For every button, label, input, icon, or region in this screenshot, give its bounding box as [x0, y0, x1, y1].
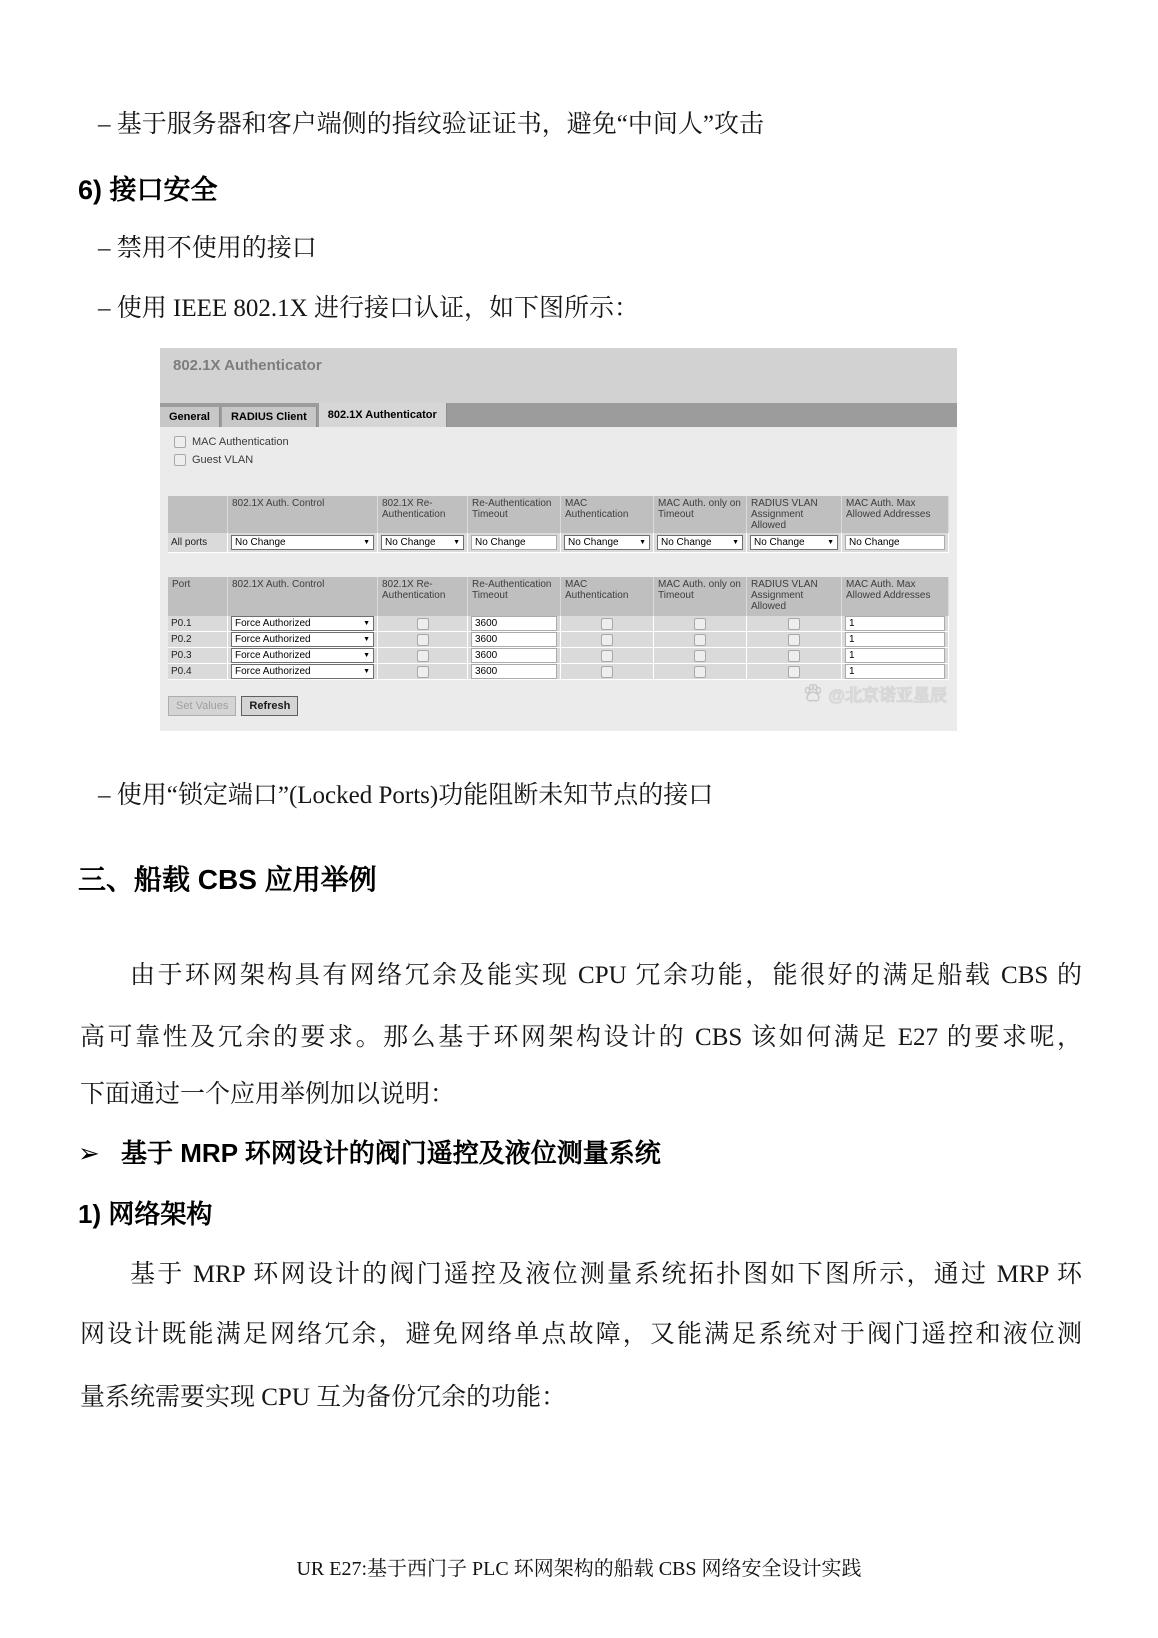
table-row: [168, 533, 949, 553]
radius-vlan-checkbox[interactable]: [788, 650, 800, 662]
timeout-input[interactable]: [471, 664, 557, 679]
global-table-header: [168, 496, 949, 533]
tab-general[interactable]: General: [160, 407, 220, 427]
guest-vlan-option: [174, 454, 253, 466]
max-addresses-input[interactable]: [845, 664, 945, 679]
chevron-down-icon: ▼: [732, 539, 739, 546]
re-auth-checkbox[interactable]: [417, 666, 429, 678]
screenshot-titlebar: [160, 348, 957, 403]
port-row-p01: [168, 616, 949, 632]
chevron-down-icon: ▼: [363, 620, 370, 627]
watermark: [802, 681, 947, 706]
select-value: Force Authorized: [235, 650, 311, 661]
col-header-mac-auth: MAC Authentication: [561, 496, 654, 533]
mac-auth-timeout-select[interactable]: [657, 535, 743, 550]
chevron-down-icon: ▼: [363, 539, 370, 546]
select-value: No Change: [568, 537, 619, 548]
heading-cbs-examples: 三、船载 CBS 应用举例: [78, 864, 377, 895]
set-values-button[interactable]: Set Values: [168, 696, 236, 716]
port-row-p04: [168, 664, 949, 680]
select-value: No Change: [661, 537, 712, 548]
radius-vlan-select[interactable]: [750, 535, 838, 550]
mac-auth-checkbox[interactable]: [601, 650, 613, 662]
arrow-bullet-icon: ➢: [78, 1138, 100, 1168]
port-label: P0.4: [168, 664, 228, 680]
re-auth-checkbox[interactable]: [417, 618, 429, 630]
heading-mrp-text: 基于 MRP 环网设计的阀门遥控及液位测量系统: [121, 1138, 661, 1168]
max-addresses-input[interactable]: [845, 632, 945, 647]
chevron-down-icon: ▼: [453, 539, 460, 546]
para-mrp-line2: 网设计既能满足网络冗余，避免网络单点故障，又能满足系统对于阀门遥控和液位测: [80, 1321, 1082, 1348]
auth-control-select[interactable]: [231, 535, 374, 550]
select-value: Force Authorized: [235, 634, 311, 645]
para-mrp-line3: 量系统需要实现 CPU 互为备份冗余的功能：: [80, 1384, 567, 1411]
para-cbs-line2: 高可靠性及冗余的要求。那么基于环网架构设计的 CBS 该如何满足 E27 的要求呢，: [80, 1024, 1082, 1051]
tab-8021x-authenticator[interactable]: 802.1X Authenticator: [319, 403, 447, 427]
port-label: P0.3: [168, 648, 228, 664]
re-auth-select[interactable]: [381, 535, 464, 550]
col-header-auth-control: 802.1X Auth. Control: [228, 577, 378, 616]
8021x-screenshot: [160, 348, 957, 731]
timeout-input[interactable]: [471, 616, 557, 631]
button-row: [168, 696, 298, 716]
mac-auth-checkbox[interactable]: [601, 618, 613, 630]
chevron-down-icon: ▼: [827, 539, 834, 546]
screenshot-title: 802.1X Authenticator: [173, 357, 322, 374]
timeout-input[interactable]: [471, 648, 557, 663]
col-header-re-auth: 802.1X Re-Authentication: [378, 577, 468, 616]
mac-auth-timeout-checkbox[interactable]: [694, 634, 706, 646]
all-ports-label: All ports: [168, 533, 228, 553]
bullet-locked-ports: – 使用“锁定端口”(Locked Ports)功能阻断未知节点的接口: [98, 782, 714, 809]
refresh-button[interactable]: Refresh: [241, 696, 298, 716]
select-value: No Change: [235, 537, 286, 548]
col-header-blank: [168, 496, 228, 533]
bullet-fingerprint-cert: – 基于服务器和客户端侧的指纹验证证书，避免“中间人”攻击: [98, 111, 764, 138]
select-value: Force Authorized: [235, 666, 311, 677]
col-header-mac-auth: MAC Authentication: [561, 577, 654, 616]
re-auth-checkbox[interactable]: [417, 650, 429, 662]
global-settings-table: [168, 496, 949, 553]
port-settings-table: [168, 577, 949, 680]
auth-control-select[interactable]: [231, 616, 374, 631]
timeout-input[interactable]: [471, 632, 557, 647]
re-auth-timeout-input[interactable]: [471, 535, 557, 550]
select-value: Force Authorized: [235, 618, 311, 629]
select-value: No Change: [754, 537, 805, 548]
radius-vlan-checkbox[interactable]: [788, 634, 800, 646]
guest-vlan-label: Guest VLAN: [192, 454, 254, 466]
port-label: P0.2: [168, 632, 228, 648]
col-header-re-auth: 802.1X Re-Authentication: [378, 496, 468, 533]
col-header-re-auth-timeout: Re-Authentication Timeout: [468, 496, 561, 533]
page-footer: UR E27:基于西门子 PLC 环网架构的船载 CBS 网络安全设计实践: [296, 1558, 862, 1580]
port-row-p03: [168, 648, 949, 664]
para-mrp-line1: 基于 MRP 环网设计的阀门遥控及液位测量系统拓扑图如下图所示，通过 MRP 环: [130, 1261, 1082, 1288]
col-header-port: Port: [168, 577, 228, 616]
mac-authentication-option: [174, 436, 289, 448]
mac-auth-timeout-checkbox[interactable]: [694, 666, 706, 678]
col-header-max-addresses: MAC Auth. Max Allowed Addresses: [842, 577, 949, 616]
tab-strip: [160, 403, 957, 427]
tab-radius-client[interactable]: RADIUS Client: [222, 407, 317, 427]
mac-authentication-label: MAC Authentication: [192, 436, 289, 448]
watermark-text: @北京诺亚星辰: [828, 686, 947, 705]
port-table-header: [168, 577, 949, 616]
auth-control-select[interactable]: [231, 632, 374, 647]
port-row-p02: [168, 632, 949, 648]
select-value: No Change: [385, 537, 436, 548]
bullet-disable-ports: – 禁用不使用的接口: [98, 235, 317, 262]
col-header-auth-control: 802.1X Auth. Control: [228, 496, 378, 533]
chevron-down-icon: ▼: [363, 668, 370, 675]
mac-auth-checkbox[interactable]: [601, 634, 613, 646]
mac-auth-select[interactable]: [564, 535, 650, 550]
para-cbs-line3: 下面通过一个应用举例加以说明：: [80, 1081, 456, 1108]
chevron-down-icon: ▼: [363, 652, 370, 659]
max-addresses-input[interactable]: [845, 648, 945, 663]
mac-auth-timeout-checkbox[interactable]: [694, 650, 706, 662]
para-cbs-line1: 由于环网架构具有网络冗余及能实现 CPU 冗余功能，能很好的满足船载 CBS 的: [130, 962, 1082, 989]
chevron-down-icon: ▼: [639, 539, 646, 546]
heading-network-arch: 1) 网络架构: [78, 1199, 213, 1229]
port-label: P0.1: [168, 616, 228, 632]
heading-mrp-system: [78, 1133, 661, 1170]
col-header-max-addresses: MAC Auth. Max Allowed Addresses: [842, 496, 949, 533]
re-auth-checkbox[interactable]: [417, 634, 429, 646]
radius-vlan-checkbox[interactable]: [788, 666, 800, 678]
max-addresses-input[interactable]: [845, 616, 945, 631]
max-addresses-input[interactable]: [845, 535, 945, 550]
col-header-mac-auth-timeout: MAC Auth. only on Timeout: [654, 496, 747, 533]
auth-control-select[interactable]: [231, 648, 374, 663]
guest-vlan-checkbox[interactable]: [174, 454, 186, 466]
col-header-radius-vlan: RADIUS VLAN Assignment Allowed: [747, 496, 842, 533]
mac-authentication-checkbox[interactable]: [174, 436, 186, 448]
bullet-ieee-8021x: – 使用 IEEE 802.1X 进行接口认证，如下图所示：: [98, 295, 639, 322]
col-header-re-auth-timeout: Re-Authentication Timeout: [468, 577, 561, 616]
paw-icon: [802, 683, 824, 705]
col-header-radius-vlan: RADIUS VLAN Assignment Allowed: [747, 577, 842, 616]
auth-control-select[interactable]: [231, 664, 374, 679]
heading-interface-security: 6) 接口安全: [78, 175, 218, 205]
radius-vlan-checkbox[interactable]: [788, 618, 800, 630]
mac-auth-timeout-checkbox[interactable]: [694, 618, 706, 630]
col-header-mac-auth-timeout: MAC Auth. only on Timeout: [654, 577, 747, 616]
chevron-down-icon: ▼: [363, 636, 370, 643]
mac-auth-checkbox[interactable]: [601, 666, 613, 678]
